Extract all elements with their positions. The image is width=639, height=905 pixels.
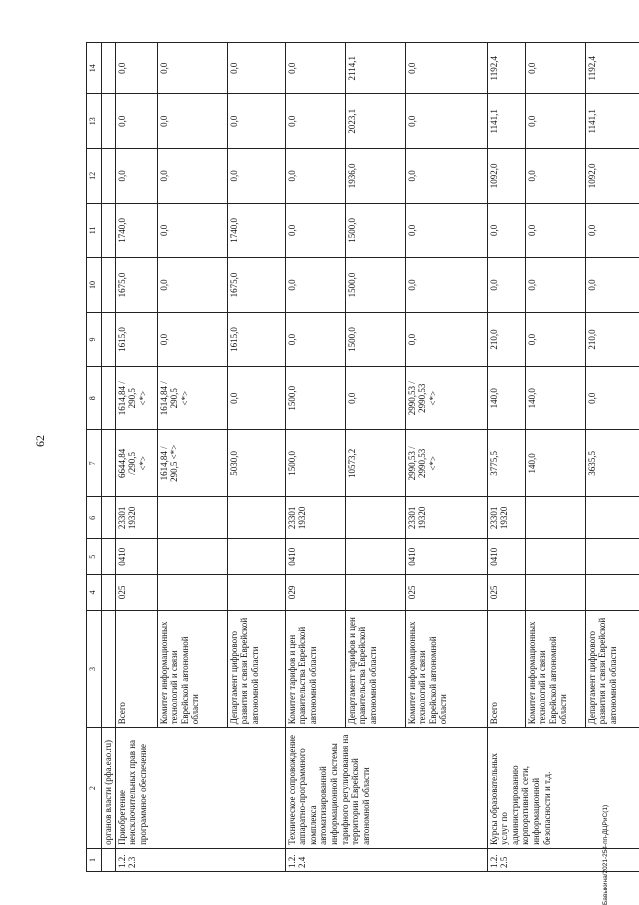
table-cell: 0,0 (405, 43, 487, 95)
budget-table (86, 42, 639, 872)
table-cell: Комитет тарифов и цен правительства Еврейской автономной области (285, 610, 345, 728)
table-cell: 23301 19320 (115, 497, 157, 539)
table-cell: 1675,0 (115, 258, 157, 313)
table-cell: 0,0 (285, 312, 345, 367)
table-cell: 1.2. 2.4 (285, 848, 487, 871)
table-cell: 0,0 (585, 203, 639, 258)
table-cell: 1092,0 (487, 149, 525, 204)
table-cell (227, 539, 285, 575)
table-cell: 0,0 (285, 43, 345, 95)
table-cell: 1615,0 (227, 312, 285, 367)
table-row (115, 43, 157, 872)
table-cell: 0,0 (585, 258, 639, 313)
table-cell (102, 312, 116, 367)
table-cell: 1192,4 (487, 43, 525, 95)
table-cell: 0,0 (525, 94, 585, 149)
table-cell: Приобретение неисключительных прав на программное обеспечение (115, 728, 285, 849)
table-cell: 1192,4 (585, 43, 639, 95)
table-cell: 0,0 (405, 312, 487, 367)
table-cell: 0,0 (115, 149, 157, 204)
table-cell: 0,0 (405, 258, 487, 313)
table-cell: Комитет информационных технологий и связи Еврейской автономной области (157, 610, 227, 728)
col-header: 12 (87, 149, 102, 204)
table-cell (157, 497, 227, 539)
table-cell (102, 539, 116, 575)
table-cell: 0,0 (405, 94, 487, 149)
table-cell: 1614,84 / 290,5 <*> (157, 430, 227, 497)
table-cell (157, 575, 227, 611)
table-cell (102, 94, 116, 149)
table-cell: 025 (487, 575, 525, 611)
table-cell: 1500,0 (345, 312, 405, 367)
table-cell: 23301 19320 (405, 497, 487, 539)
table-cell: 5030,0 (227, 430, 285, 497)
table-cell: 140,0 (525, 367, 585, 430)
table-cell: 0,0 (157, 203, 227, 258)
table-cell (102, 575, 116, 611)
table-cell: 0,0 (157, 43, 227, 95)
table-cell: 10573,2 (345, 430, 405, 497)
table-cell (525, 539, 585, 575)
table-cell (102, 848, 116, 871)
table-cell: 6644,84 /290,5 <*> (115, 430, 157, 497)
col-header: 4 (87, 575, 102, 611)
col-header: 6 (87, 497, 102, 539)
page-number: 62 (33, 435, 47, 447)
table-cell: 0,0 (525, 203, 585, 258)
table-cell: Департамент цифрового развития и связи Еврейской автономной области (227, 610, 285, 728)
table-cell: 0,0 (405, 149, 487, 204)
table-cell: 140,0 (487, 367, 525, 430)
table-cell (102, 430, 116, 497)
col-header: 3 (87, 610, 102, 728)
table-cell: 0,0 (525, 258, 585, 313)
col-header: 11 (87, 203, 102, 258)
header-row (87, 43, 102, 872)
table-cell (157, 539, 227, 575)
table-cell (345, 539, 405, 575)
table-cell: Всего (487, 610, 525, 728)
table-cell (345, 575, 405, 611)
table-cell: 210,0 (585, 312, 639, 367)
col-header: 7 (87, 430, 102, 497)
table-cell: Всего (115, 610, 157, 728)
table-cell: 210,0 (487, 312, 525, 367)
table-cell: органов власти (рфа.eao.ru) (102, 728, 116, 849)
table-cell: 025 (405, 575, 487, 611)
table-cell: Комитет информационных технологий и связи Еврейской автономной области (405, 610, 487, 728)
table-cell: 0,0 (525, 312, 585, 367)
table-cell: 0,0 (227, 43, 285, 95)
table-cell (525, 575, 585, 611)
table-cell: 3635,5 (585, 430, 639, 497)
table-cell: 1500,0 (345, 203, 405, 258)
table-cell: Комитет информационных технологий и связи Еврейской автономной области (525, 610, 585, 728)
table-cell: 1615,0 (115, 312, 157, 367)
col-header: 10 (87, 258, 102, 313)
table-cell: 0,0 (285, 258, 345, 313)
table-cell: 1141,1 (585, 94, 639, 149)
table-cell: 0,0 (157, 258, 227, 313)
table-cell: 029 (285, 575, 345, 611)
table-cell (102, 258, 116, 313)
table-cell: 2990,53 / 2990,53 <*> (405, 367, 487, 430)
table-cell: 0,0 (525, 149, 585, 204)
table-cell: 0,0 (227, 149, 285, 204)
table-cell: 1141,1 (487, 94, 525, 149)
table-cell: 0,0 (285, 149, 345, 204)
table-cell: 23301 19320 (285, 497, 345, 539)
table-row (487, 43, 525, 872)
document-code: Бавыкина/2021-254-пп-ДЦРиС(1) (602, 804, 609, 905)
table-cell: 0,0 (487, 203, 525, 258)
col-header: 5 (87, 539, 102, 575)
table-cell: 140,0 (525, 430, 585, 497)
table-cell: 0,0 (157, 149, 227, 204)
table-cell: Департамент цифрового развития и связи Еврейской автономной области (585, 610, 639, 728)
table-cell: Техническое сопровождение аппаратно-программного комплекса автоматизированной информационной системы тарифного регулирования на территории Еврейской автономной области (285, 728, 487, 849)
table-cell (227, 497, 285, 539)
table-cell (102, 149, 116, 204)
table-cell (102, 610, 116, 728)
table-cell: 2023,1 (345, 94, 405, 149)
table-cell (102, 367, 116, 430)
table-cell: 0,0 (585, 367, 639, 430)
table-cell: 1614,84 / 290,5 <*> (157, 367, 227, 430)
table-cell: 0,0 (487, 258, 525, 313)
table-cell (227, 575, 285, 611)
table-cell (585, 575, 639, 611)
table-cell: 0,0 (285, 203, 345, 258)
table-cell: Курсы образовательных услуг по администрированию корпоративной сети, информационной безопасности и т.д. (487, 728, 639, 849)
table-cell (525, 497, 585, 539)
table-cell: 1.2. 2.5 (487, 848, 639, 871)
table-cell: 1500,0 (345, 258, 405, 313)
table-cell: 1500,0 (285, 367, 345, 430)
table-cell: 0,0 (525, 43, 585, 95)
col-header: 2 (87, 728, 102, 849)
table-cell: 0410 (285, 539, 345, 575)
table-body (115, 43, 639, 872)
table-cell: 0,0 (157, 94, 227, 149)
table-cell (345, 497, 405, 539)
table-cell: Департамент тарифов и цен правительства Еврейской автономной области (345, 610, 405, 728)
col-header: 13 (87, 94, 102, 149)
table-cell: 0,0 (157, 312, 227, 367)
table-cell: 0,0 (345, 367, 405, 430)
table-cell (102, 203, 116, 258)
table-cell: 1740,0 (227, 203, 285, 258)
table-cell: 1936,0 (345, 149, 405, 204)
table-cell (585, 539, 639, 575)
table-cell: 0410 (487, 539, 525, 575)
table-cell: 1614,84 / 290,5 <*> (115, 367, 157, 430)
col-header: 1 (87, 848, 102, 871)
table-cell: 0,0 (227, 367, 285, 430)
table-cell: 1740,0 (115, 203, 157, 258)
col-header: 9 (87, 312, 102, 367)
table-cell: 1675,0 (227, 258, 285, 313)
table-cell: 0,0 (115, 94, 157, 149)
table-cell: 0410 (115, 539, 157, 575)
table-cell: 0,0 (115, 43, 157, 95)
col-header: 14 (87, 43, 102, 95)
table-cell: 0,0 (227, 94, 285, 149)
table-cell: 0,0 (285, 94, 345, 149)
table-cell: 2114,1 (345, 43, 405, 95)
table-cell: 1500,0 (285, 430, 345, 497)
table-cell (102, 497, 116, 539)
table-cell: 1092,0 (585, 149, 639, 204)
table-cell: 23301 19320 (487, 497, 525, 539)
table-row (102, 43, 116, 872)
table-cell: 1.2. 2.3 (115, 848, 285, 871)
col-header: 8 (87, 367, 102, 430)
table-cell (102, 43, 116, 95)
table-row (285, 43, 345, 872)
table-cell: 2990,53 / 2990,53 <*> (405, 430, 487, 497)
table-cell: 3775,5 (487, 430, 525, 497)
table-cell (585, 497, 639, 539)
table-cell: 0,0 (405, 203, 487, 258)
table-cell: 0410 (405, 539, 487, 575)
table-cell: 025 (115, 575, 157, 611)
